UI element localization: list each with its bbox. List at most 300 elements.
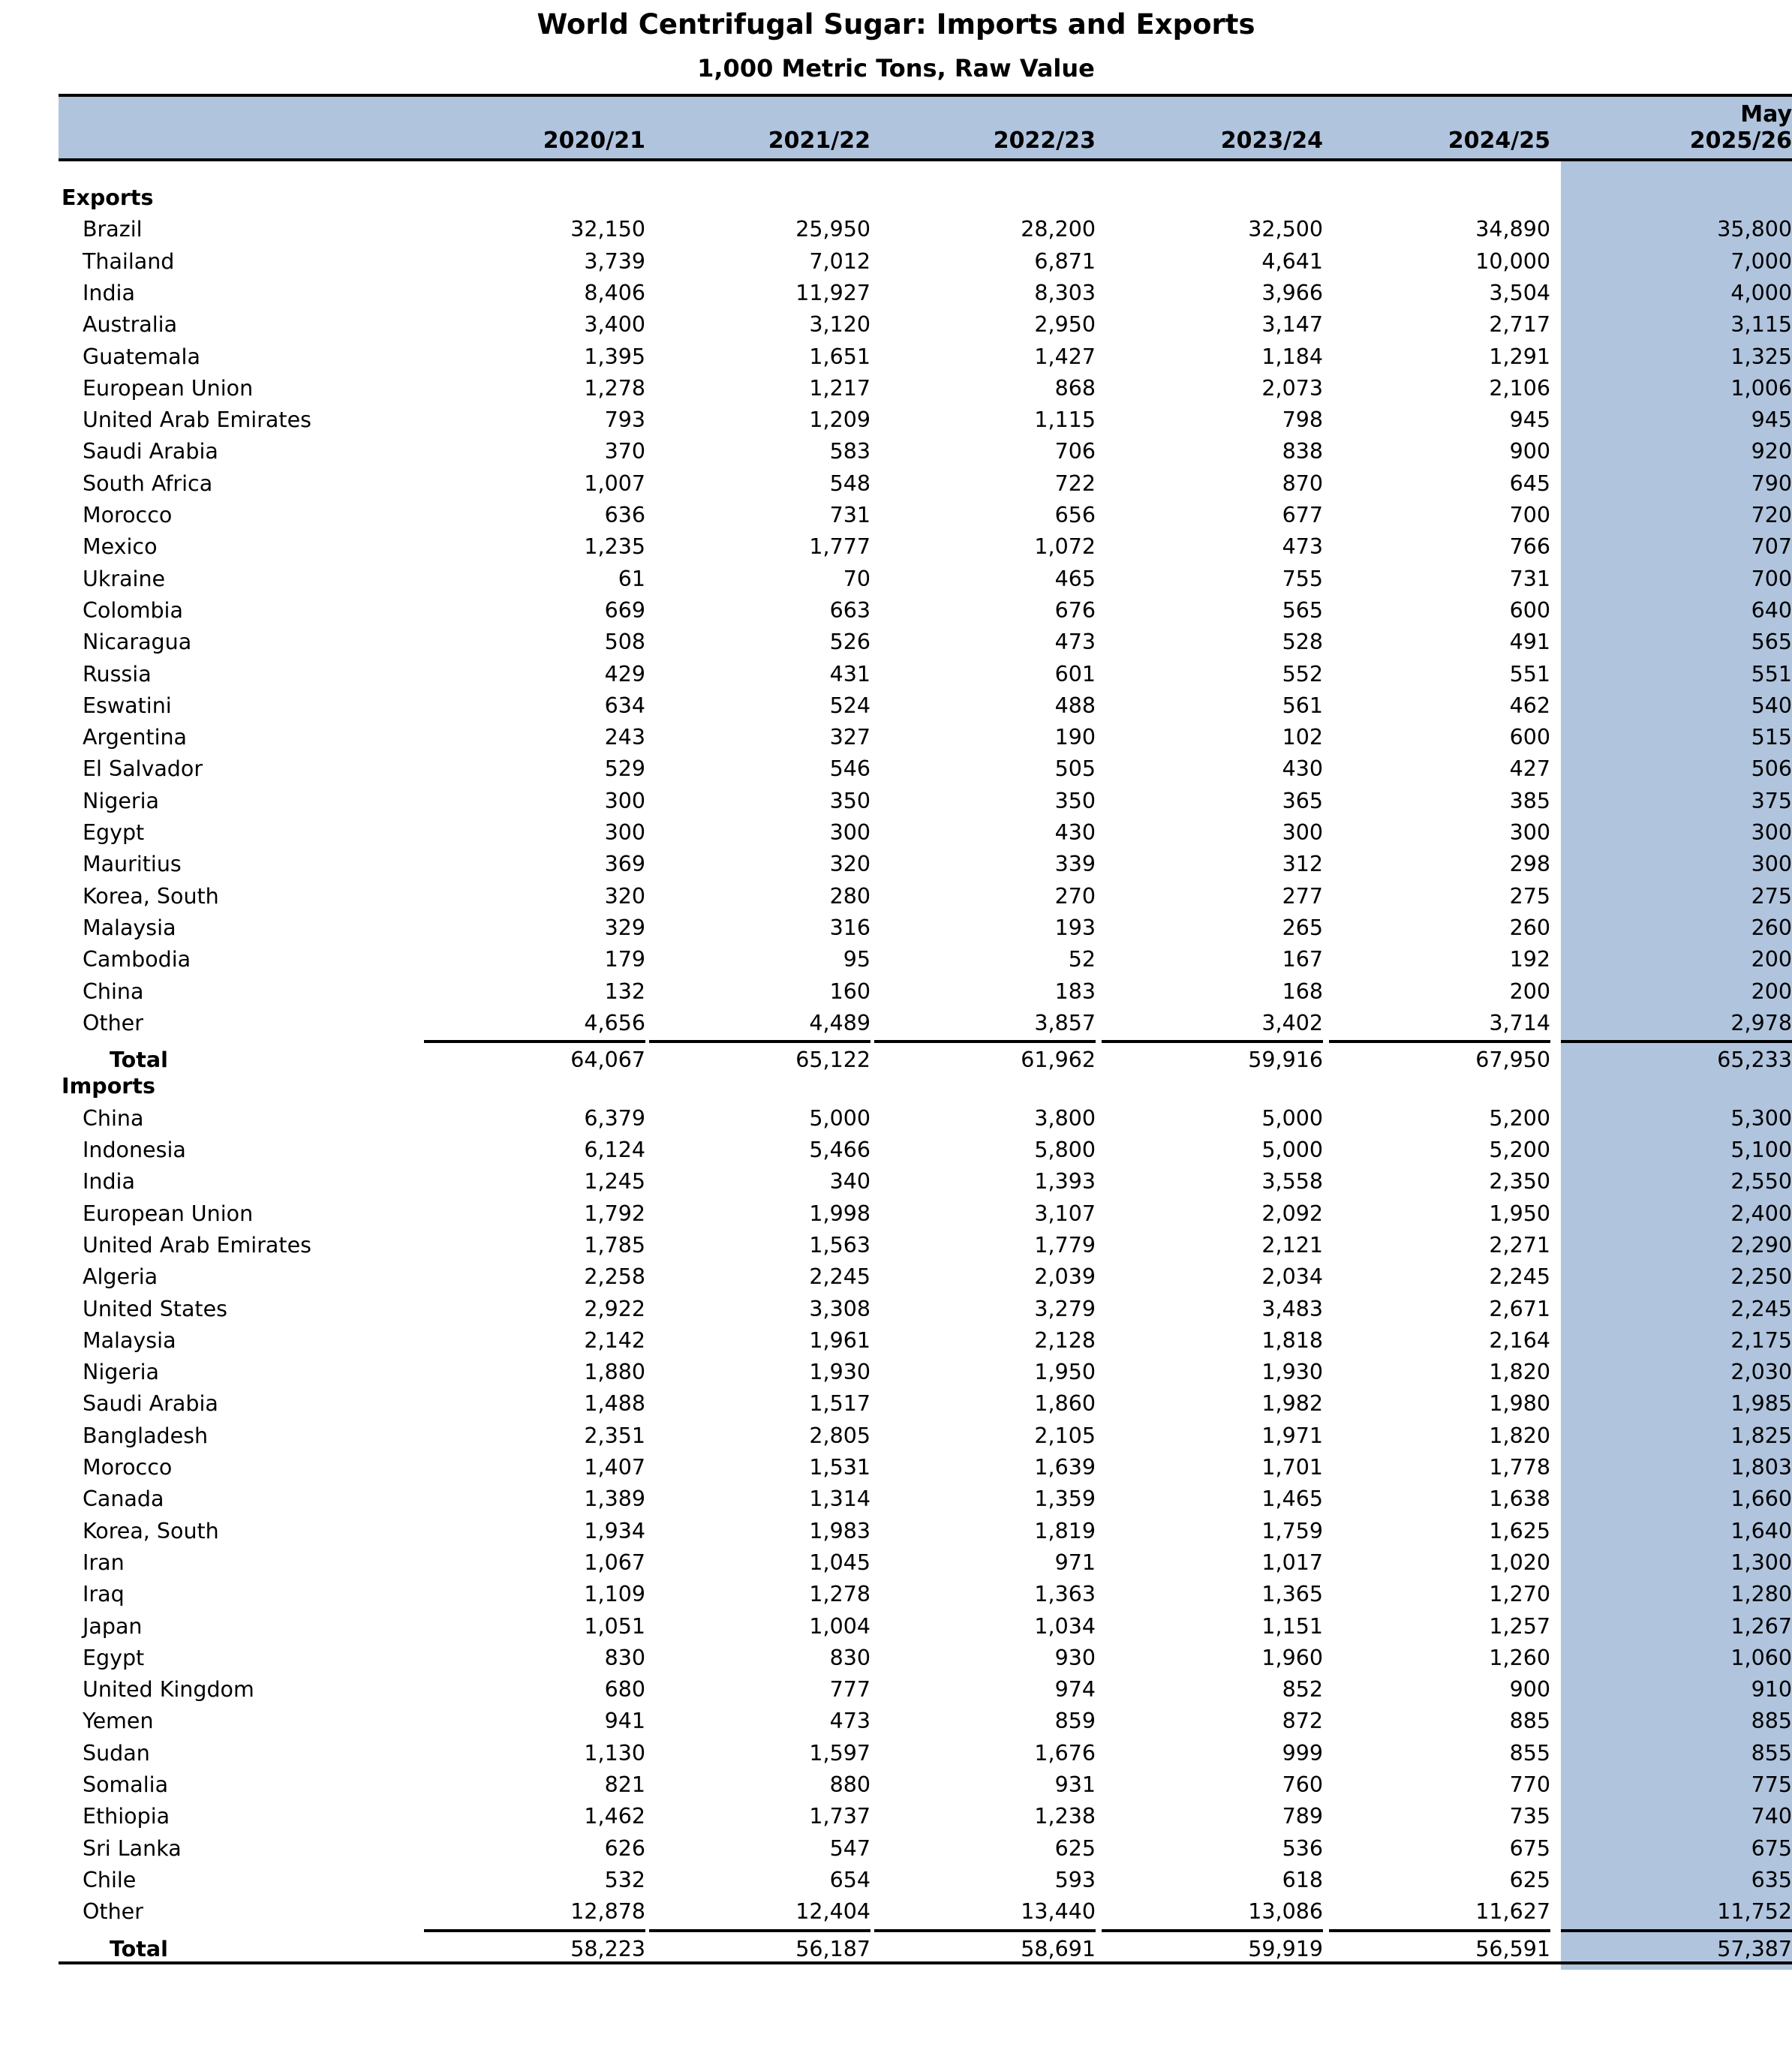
country-label: Yemen	[83, 1709, 154, 1734]
country-label: Morocco	[83, 503, 173, 528]
value-cell: 2,164	[1489, 1327, 1550, 1353]
value-cell: 859	[1054, 1709, 1096, 1734]
value-cell: 931	[1054, 1772, 1096, 1797]
value-cell: 635	[1751, 1867, 1792, 1892]
value-cell: 669	[604, 597, 645, 623]
table-row	[0, 722, 1792, 753]
value-cell: 1,930	[809, 1360, 870, 1385]
value-cell: 3,857	[1034, 1010, 1096, 1036]
value-cell: 731	[1509, 566, 1550, 591]
country-label: Nigeria	[83, 788, 159, 813]
value-cell: 2,092	[1261, 1201, 1323, 1226]
table-row	[0, 944, 1792, 975]
value-cell: 6,124	[584, 1138, 645, 1162]
value-cell: 2,142	[584, 1327, 645, 1353]
country-label: Cambodia	[83, 947, 191, 972]
value-cell: 830	[829, 1645, 870, 1670]
value-cell: 1,314	[809, 1486, 870, 1512]
value-cell: 640	[1751, 597, 1792, 623]
value-cell: 1,393	[1034, 1169, 1096, 1195]
table-row	[0, 214, 1792, 245]
value-cell: 636	[604, 503, 645, 528]
value-cell: 3,966	[1261, 280, 1323, 305]
value-cell: 551	[1751, 661, 1792, 687]
value-cell: 1,818	[1261, 1327, 1323, 1353]
value-cell: 722	[1054, 470, 1096, 496]
table-row	[0, 595, 1792, 627]
value-cell: 1,563	[809, 1232, 870, 1258]
value-cell: 625	[1054, 1835, 1096, 1861]
value-cell: 350	[829, 788, 870, 813]
value-cell: 793	[604, 407, 645, 433]
total-value-cell: 59,919	[1248, 1936, 1323, 1961]
value-cell: 1,267	[1730, 1613, 1792, 1639]
value-cell: 755	[1282, 566, 1323, 591]
total-value-cell: 65,122	[795, 1048, 870, 1073]
value-cell: 1,151	[1261, 1613, 1323, 1639]
value-cell: 275	[1509, 883, 1550, 909]
value-cell: 427	[1509, 756, 1550, 782]
value-cell: 565	[1751, 630, 1792, 655]
value-cell: 626	[604, 1835, 645, 1861]
value-cell: 365	[1282, 788, 1323, 813]
country-label: Brazil	[83, 217, 143, 242]
value-cell: 506	[1751, 756, 1792, 782]
value-cell: 600	[1509, 597, 1550, 623]
country-label: Mauritius	[83, 852, 182, 877]
value-cell: 855	[1751, 1740, 1792, 1766]
value-cell: 2,034	[1261, 1264, 1323, 1290]
value-cell: 2,250	[1730, 1264, 1792, 1290]
value-cell: 1,950	[1034, 1360, 1096, 1385]
table-row	[0, 1547, 1792, 1579]
value-cell: 1,517	[809, 1391, 870, 1417]
table-row	[0, 1198, 1792, 1230]
value-cell: 2,350	[1489, 1169, 1550, 1195]
imports-total-row	[0, 1934, 1792, 1965]
table-row	[0, 659, 1792, 690]
value-cell: 593	[1054, 1867, 1096, 1892]
total-rule	[1561, 1040, 1792, 1043]
value-cell: 200	[1751, 978, 1792, 1004]
country-label: Egypt	[83, 1645, 145, 1670]
value-cell: 707	[1751, 534, 1792, 560]
value-cell: 1,860	[1034, 1391, 1096, 1417]
value-cell: 327	[829, 725, 870, 750]
table-row	[0, 500, 1792, 531]
value-cell: 900	[1509, 439, 1550, 464]
value-cell: 491	[1509, 630, 1550, 655]
country-label: Indonesia	[83, 1138, 186, 1162]
value-cell: 852	[1282, 1677, 1323, 1703]
country-label: El Salvador	[83, 756, 203, 782]
value-cell: 1,980	[1489, 1391, 1550, 1417]
value-cell: 1,982	[1261, 1391, 1323, 1417]
value-cell: 546	[829, 756, 870, 782]
value-cell: 3,402	[1261, 1010, 1323, 1036]
country-label: China	[83, 978, 144, 1004]
value-cell: 1,217	[809, 375, 870, 401]
country-label: Australia	[83, 312, 178, 338]
value-cell: 1,395	[584, 344, 645, 369]
value-cell: 200	[1509, 978, 1550, 1004]
value-cell: 1,950	[1489, 1201, 1550, 1226]
value-cell: 25,950	[795, 217, 870, 242]
value-cell: 880	[829, 1772, 870, 1797]
value-cell: 275	[1751, 883, 1792, 909]
table-row	[0, 404, 1792, 436]
value-cell: 1,640	[1730, 1518, 1792, 1544]
value-cell: 1,051	[584, 1613, 645, 1639]
table-row	[0, 1452, 1792, 1483]
value-cell: 488	[1054, 693, 1096, 718]
table-row	[0, 1388, 1792, 1420]
value-cell: 2,245	[1730, 1296, 1792, 1321]
value-cell: 1,737	[809, 1804, 870, 1829]
value-cell: 548	[829, 470, 870, 496]
value-cell: 6,871	[1034, 248, 1096, 274]
value-cell: 540	[1751, 693, 1792, 718]
table-row	[0, 1294, 1792, 1325]
value-cell: 168	[1282, 978, 1323, 1004]
table-row	[0, 564, 1792, 595]
value-cell: 508	[604, 630, 645, 655]
table-row	[0, 1896, 1792, 1928]
value-cell: 2,717	[1489, 312, 1550, 338]
country-label: Iraq	[83, 1582, 125, 1607]
column-header: 2023/24	[1220, 128, 1323, 154]
value-cell: 473	[1054, 630, 1096, 655]
value-cell: 3,120	[809, 312, 870, 338]
value-cell: 179	[604, 947, 645, 972]
value-cell: 656	[1054, 503, 1096, 528]
value-cell: 1,067	[584, 1550, 645, 1575]
total-rule	[1329, 1929, 1550, 1932]
total-value-cell: 57,387	[1717, 1936, 1792, 1961]
table-row	[0, 1483, 1792, 1515]
value-cell: 190	[1054, 725, 1096, 750]
value-cell: 1,006	[1730, 375, 1792, 401]
country-label: United Kingdom	[83, 1677, 254, 1703]
total-value-cell: 56,591	[1475, 1936, 1550, 1961]
value-cell: 300	[1282, 820, 1323, 845]
value-cell: 300	[604, 820, 645, 845]
total-rule	[424, 1040, 645, 1043]
value-cell: 1,209	[809, 407, 870, 433]
page-subtitle: 1,000 Metric Tons, Raw Value	[697, 54, 1095, 83]
value-cell: 375	[1751, 788, 1792, 813]
value-cell: 1,060	[1730, 1645, 1792, 1670]
value-cell: 5,300	[1730, 1105, 1792, 1131]
value-cell: 102	[1282, 725, 1323, 750]
country-label: United Arab Emirates	[83, 1232, 311, 1258]
value-cell: 618	[1282, 1867, 1323, 1892]
value-cell: 1,325	[1730, 344, 1792, 369]
value-cell: 740	[1751, 1804, 1792, 1829]
country-label: Bangladesh	[83, 1423, 209, 1448]
table-row	[0, 436, 1792, 467]
value-cell: 270	[1054, 883, 1096, 909]
total-value-cell: 64,067	[570, 1048, 645, 1073]
value-cell: 1,998	[809, 1201, 870, 1226]
value-cell: 167	[1282, 947, 1323, 972]
value-cell: 675	[1751, 1835, 1792, 1861]
total-value-cell: 65,233	[1717, 1048, 1792, 1073]
value-cell: 536	[1282, 1835, 1323, 1861]
table-row	[0, 627, 1792, 658]
table-row	[0, 1420, 1792, 1452]
value-cell: 974	[1054, 1677, 1096, 1703]
value-cell: 663	[829, 597, 870, 623]
value-cell: 675	[1509, 1835, 1550, 1861]
value-cell: 431	[829, 661, 870, 687]
value-cell: 11,752	[1717, 1899, 1792, 1925]
value-cell: 1,245	[584, 1169, 645, 1195]
country-label: Other	[83, 1010, 143, 1036]
value-cell: 5,466	[809, 1138, 870, 1162]
value-cell: 1,389	[584, 1486, 645, 1512]
country-label: European Union	[83, 375, 254, 401]
table-row	[0, 1643, 1792, 1674]
table-row	[0, 976, 1792, 1008]
table-row	[0, 278, 1792, 309]
value-cell: 1,930	[1261, 1360, 1323, 1385]
value-cell: 1,278	[584, 375, 645, 401]
table-row	[0, 817, 1792, 849]
value-cell: 777	[829, 1677, 870, 1703]
value-cell: 1,792	[584, 1201, 645, 1226]
country-label: South Africa	[83, 470, 213, 496]
value-cell: 3,504	[1489, 280, 1550, 305]
country-label: Egypt	[83, 820, 145, 845]
value-cell: 1,427	[1034, 344, 1096, 369]
value-cell: 300	[1751, 820, 1792, 845]
value-cell: 920	[1751, 439, 1792, 464]
total-rule	[1561, 1929, 1792, 1932]
table-row	[0, 309, 1792, 341]
total-value-cell: 59,916	[1248, 1048, 1323, 1073]
value-cell: 1,803	[1730, 1455, 1792, 1480]
projection-month-label: May	[1740, 101, 1792, 128]
total-label: Total	[110, 1936, 168, 1961]
value-cell: 462	[1509, 693, 1550, 718]
value-cell: 12,878	[570, 1899, 645, 1925]
value-cell: 350	[1054, 788, 1096, 813]
section-label: Exports	[62, 185, 154, 210]
value-cell: 1,020	[1489, 1550, 1550, 1575]
value-cell: 1,260	[1489, 1645, 1550, 1670]
value-cell: 731	[829, 503, 870, 528]
value-cell: 700	[1751, 566, 1792, 591]
value-cell: 565	[1282, 597, 1323, 623]
value-cell: 706	[1054, 439, 1096, 464]
country-label: Saudi Arabia	[83, 1391, 218, 1417]
country-label: Ethiopia	[83, 1804, 170, 1829]
value-cell: 872	[1282, 1709, 1323, 1734]
value-cell: 1,407	[584, 1455, 645, 1480]
value-cell: 8,406	[584, 280, 645, 305]
table-row	[0, 1611, 1792, 1643]
country-label: Canada	[83, 1486, 164, 1512]
value-cell: 260	[1509, 915, 1550, 940]
value-cell: 2,290	[1730, 1232, 1792, 1258]
total-rule	[1102, 1040, 1323, 1043]
table-row	[0, 1833, 1792, 1865]
value-cell: 1,235	[584, 534, 645, 560]
page-title: World Centrifugal Sugar: Imports and Exports	[537, 8, 1255, 41]
value-cell: 340	[829, 1169, 870, 1195]
value-cell: 1,531	[809, 1455, 870, 1480]
value-cell: 1,660	[1730, 1486, 1792, 1512]
value-cell: 1,300	[1730, 1550, 1792, 1575]
country-label: Russia	[83, 661, 152, 687]
value-cell: 1,109	[584, 1582, 645, 1607]
value-cell: 312	[1282, 852, 1323, 877]
value-cell: 1,961	[809, 1327, 870, 1353]
total-label: Total	[110, 1048, 168, 1073]
table-row	[0, 1103, 1792, 1135]
value-cell: 3,400	[584, 312, 645, 338]
table-row	[0, 1516, 1792, 1547]
value-cell: 465	[1054, 566, 1096, 591]
value-cell: 1,983	[809, 1518, 870, 1544]
country-label: Argentina	[83, 725, 188, 750]
value-cell: 2,121	[1261, 1232, 1323, 1258]
value-cell: 5,800	[1034, 1138, 1096, 1162]
value-cell: 4,000	[1730, 280, 1792, 305]
value-cell: 645	[1509, 470, 1550, 496]
table-row	[0, 1008, 1792, 1039]
value-cell: 798	[1282, 407, 1323, 433]
value-cell: 192	[1509, 947, 1550, 972]
table-bottom-rule	[59, 1961, 1792, 1964]
value-cell: 32,150	[570, 217, 645, 242]
value-cell: 2,805	[809, 1423, 870, 1448]
value-cell: 2,400	[1730, 1201, 1792, 1226]
country-label: Sri Lanka	[83, 1835, 182, 1861]
value-cell: 2,245	[809, 1264, 870, 1290]
value-cell: 1,363	[1034, 1582, 1096, 1607]
value-cell: 5,200	[1489, 1105, 1550, 1131]
country-label: Iran	[83, 1550, 125, 1575]
value-cell: 1,960	[1261, 1645, 1323, 1670]
table-row	[0, 1230, 1792, 1261]
value-cell: 1,280	[1730, 1582, 1792, 1607]
value-cell: 260	[1751, 915, 1792, 940]
table-row	[0, 531, 1792, 563]
total-value-cell: 58,691	[1021, 1936, 1096, 1961]
value-cell: 132	[604, 978, 645, 1004]
value-cell: 930	[1054, 1645, 1096, 1670]
country-label: Ukraine	[83, 566, 166, 591]
table-row	[0, 468, 1792, 500]
value-cell: 2,128	[1034, 1327, 1096, 1353]
country-label: Japan	[83, 1613, 143, 1639]
value-cell: 735	[1509, 1804, 1550, 1829]
value-cell: 1,291	[1489, 344, 1550, 369]
value-cell: 601	[1054, 661, 1096, 687]
country-label: Other	[83, 1899, 143, 1925]
value-cell: 1,270	[1489, 1582, 1550, 1607]
value-cell: 385	[1509, 788, 1550, 813]
value-cell: 11,627	[1475, 1899, 1550, 1925]
total-rule	[1102, 1929, 1323, 1932]
value-cell: 971	[1054, 1550, 1096, 1575]
country-label: United Arab Emirates	[83, 407, 311, 433]
country-label: European Union	[83, 1201, 254, 1226]
value-cell: 1,639	[1034, 1455, 1096, 1480]
value-cell: 1,017	[1261, 1550, 1323, 1575]
total-value-cell: 67,950	[1475, 1048, 1550, 1073]
value-cell: 4,489	[809, 1010, 870, 1036]
value-cell: 625	[1509, 1867, 1550, 1892]
value-cell: 720	[1751, 503, 1792, 528]
value-cell: 430	[1282, 756, 1323, 782]
value-cell: 770	[1509, 1772, 1550, 1797]
value-cell: 1,462	[584, 1804, 645, 1829]
value-cell: 5,000	[809, 1105, 870, 1131]
value-cell: 1,820	[1489, 1360, 1550, 1385]
value-cell: 821	[604, 1772, 645, 1797]
table-row	[0, 1135, 1792, 1166]
value-cell: 1,777	[809, 534, 870, 560]
country-label: Guatemala	[83, 344, 200, 369]
value-cell: 680	[604, 1677, 645, 1703]
country-label: Colombia	[83, 597, 183, 623]
value-cell: 532	[604, 1867, 645, 1892]
value-cell: 945	[1751, 407, 1792, 433]
value-cell: 5,000	[1261, 1105, 1323, 1131]
value-cell: 3,147	[1261, 312, 1323, 338]
value-cell: 529	[604, 756, 645, 782]
table-row	[0, 1865, 1792, 1896]
country-label: Chile	[83, 1867, 137, 1892]
value-cell: 2,073	[1261, 375, 1323, 401]
value-cell: 1,184	[1261, 344, 1323, 369]
value-cell: 600	[1509, 725, 1550, 750]
value-cell: 3,558	[1261, 1169, 1323, 1195]
table-row	[0, 1769, 1792, 1801]
value-cell: 1,072	[1034, 534, 1096, 560]
table-row	[0, 786, 1792, 817]
value-cell: 1,488	[584, 1391, 645, 1417]
value-cell: 300	[1509, 820, 1550, 845]
value-cell: 3,107	[1034, 1201, 1096, 1226]
column-header: 2025/26	[1689, 128, 1792, 154]
value-cell: 505	[1054, 756, 1096, 782]
value-cell: 12,404	[795, 1899, 870, 1925]
value-cell: 1,257	[1489, 1613, 1550, 1639]
value-cell: 370	[604, 439, 645, 464]
value-cell: 945	[1509, 407, 1550, 433]
value-cell: 3,279	[1034, 1296, 1096, 1321]
value-cell: 2,030	[1730, 1360, 1792, 1385]
value-cell: 316	[829, 915, 870, 940]
country-label: Nigeria	[83, 1360, 159, 1385]
value-cell: 1,625	[1489, 1518, 1550, 1544]
table-row	[0, 373, 1792, 404]
total-rule	[874, 1929, 1096, 1932]
value-cell: 6,379	[584, 1105, 645, 1131]
value-cell: 35,800	[1717, 217, 1792, 242]
value-cell: 300	[829, 820, 870, 845]
value-cell: 339	[1054, 852, 1096, 877]
country-label: Somalia	[83, 1772, 169, 1797]
value-cell: 1,825	[1730, 1423, 1792, 1448]
value-cell: 2,271	[1489, 1232, 1550, 1258]
country-label: Korea, South	[83, 1518, 219, 1544]
value-cell: 1,701	[1261, 1455, 1323, 1480]
